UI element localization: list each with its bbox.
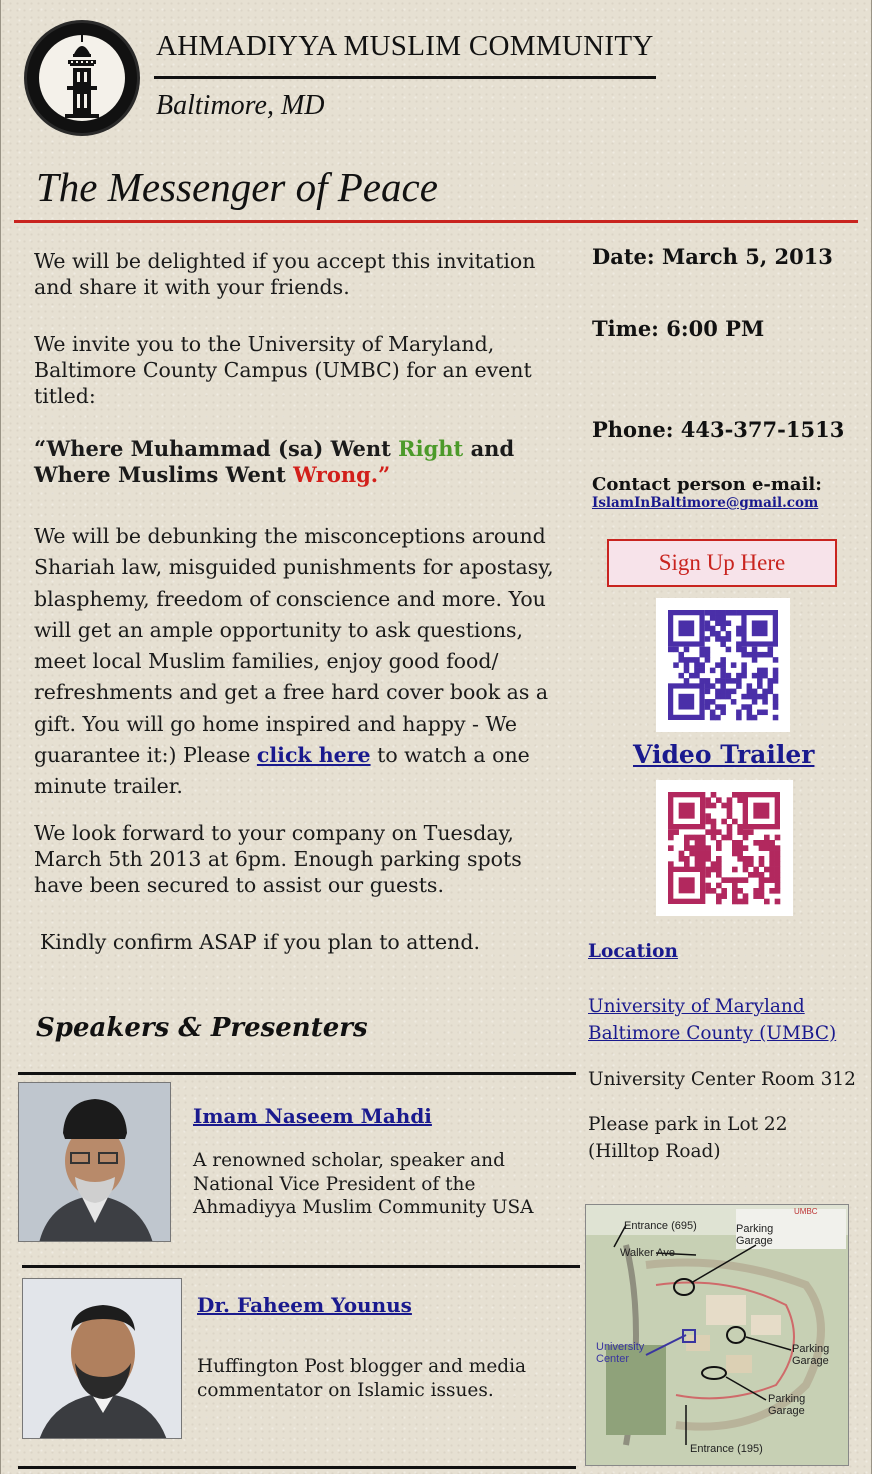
- intro-paragraph: We will be delighted if you accept this invitation and share it with your friends.: [34, 249, 536, 299]
- signup-qr-code[interactable]: [656, 598, 790, 732]
- quote-wrong-word: Wrong.”: [293, 462, 391, 487]
- contact-email-link[interactable]: IslamInBaltimore@gmail.com: [592, 495, 819, 511]
- location-heading-link[interactable]: Location: [588, 941, 678, 962]
- org-name: AHMADIYYA MUSLIM COMMUNITY: [156, 30, 654, 62]
- campus-map[interactable]: [585, 1204, 849, 1466]
- map-label-parking-garage: Parking Garage: [768, 1393, 806, 1417]
- map-label-entrance-195: Entrance (195): [690, 1443, 763, 1455]
- look-forward-paragraph: We look forward to your company on Tuesday, March 5th 2013 at 6pm. Enough parking spots have been secured to assist our guests.: [34, 821, 522, 897]
- bottom-divider: [18, 1466, 576, 1469]
- page-title: The Messenger of Peace: [36, 164, 438, 210]
- video-trailer-link[interactable]: Video Trailer: [633, 740, 815, 769]
- room-text: University Center Room 312: [588, 1069, 856, 1090]
- speaker-name-link[interactable]: Imam Naseem Mahdi: [193, 1104, 432, 1128]
- map-label-parking-garage: Parking Garage: [792, 1343, 830, 1367]
- quote-part1: “Where Muhammad (sa) Went: [34, 436, 399, 461]
- map-label-parking-garage: Parking Garage: [736, 1223, 774, 1247]
- confirm-paragraph: Kindly confirm ASAP if you plan to attend.: [40, 930, 480, 954]
- parking-text: Please park in Lot 22 (Hilltop Road): [588, 1114, 788, 1162]
- speakers-divider: [18, 1072, 576, 1075]
- description-text: We will be debunking the misconceptions around Shariah law, misguided punishments for apostasy, blasphemy, freedom of conscience and more. You will get an ample opportunity to ask questions, meet local Muslim families, enjoy good food/ refreshments and get a free hard cover book as a gift. You will go home inspired and happy - We guarantee it:) Please: [34, 524, 554, 768]
- university-link[interactable]: University of Maryland Baltimore County (UMBC): [588, 996, 837, 1044]
- map-label-umbc: UMBC: [794, 1207, 818, 1216]
- city-subtitle: Baltimore, MD: [156, 90, 325, 121]
- speaker-description: A renowned scholar, speaker and National Vice President of the Ahmadiyya Muslim Community USA: [193, 1150, 534, 1218]
- speaker-description: Huffington Post blogger and media commentator on Islamic issues.: [197, 1356, 527, 1401]
- contact-phone: Phone: 443-377-1513: [592, 417, 845, 442]
- event-title-quote: [34, 436, 572, 488]
- speakers-heading: Speakers & Presenters: [36, 1013, 368, 1043]
- quote-right-word: Right: [398, 436, 464, 461]
- speaker-photo-younus: [22, 1278, 182, 1439]
- speaker-divider: [22, 1265, 580, 1268]
- header-divider: [154, 76, 656, 79]
- description-paragraph: [34, 521, 572, 803]
- description-text-end: to watch a one minute trailer.: [34, 743, 530, 799]
- invite-paragraph: We invite you to the University of Maryland, Baltimore County Campus (UMBC) for an event titled:: [34, 332, 532, 408]
- event-time: Time: 6:00 PM: [592, 316, 765, 341]
- sign-up-button[interactable]: Sign Up Here: [607, 539, 837, 587]
- minaret-logo: [24, 20, 140, 136]
- quote-part2: and Where Muslims Went: [34, 436, 515, 487]
- title-divider: [14, 220, 858, 223]
- contact-email-label: Contact person e-mail:: [592, 474, 822, 495]
- speaker-photo-mahdi: [18, 1082, 171, 1242]
- map-label-walker-ave: Walker Ave: [620, 1247, 676, 1259]
- map-label-entrance-695: Entrance (695): [624, 1220, 697, 1232]
- video-qr-code[interactable]: [656, 780, 793, 916]
- map-label-university-center: University Center: [596, 1341, 645, 1365]
- click-here-link[interactable]: click here: [256, 743, 371, 768]
- speaker-name-link[interactable]: Dr. Faheem Younus: [197, 1293, 412, 1317]
- event-date: Date: March 5, 2013: [592, 244, 833, 269]
